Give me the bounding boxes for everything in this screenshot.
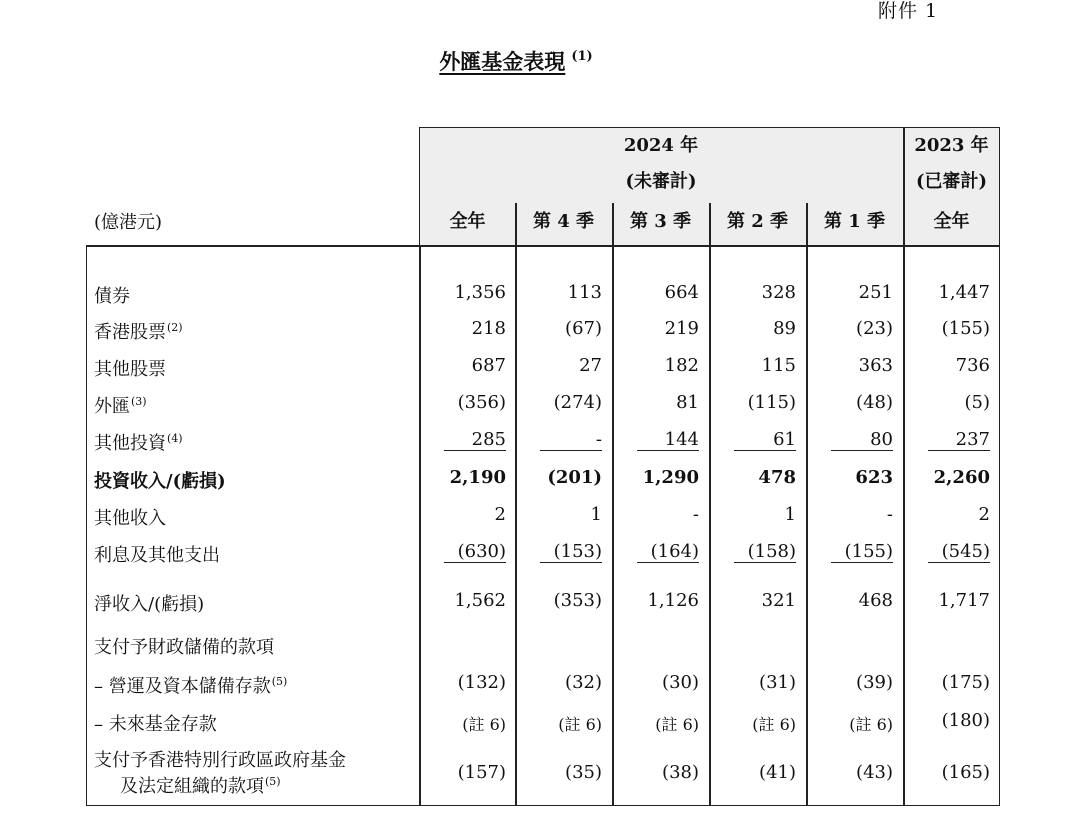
cell-value: 736	[955, 355, 990, 376]
row-label	[94, 392, 147, 418]
row-label	[94, 672, 287, 698]
cell-value: (353)	[553, 590, 602, 611]
cell-value: (175)	[941, 672, 990, 693]
cell-value: 81	[676, 392, 699, 413]
cell-value: (155)	[831, 541, 893, 563]
cell-value: 1,126	[647, 590, 699, 611]
footnote-ref: (2)	[167, 321, 183, 334]
cell-value: (157)	[457, 762, 506, 783]
table-cell	[612, 429, 699, 451]
cell-value: 468	[858, 590, 893, 611]
row-label-text: 及法定組織的款項	[120, 776, 264, 797]
table-cell	[903, 504, 990, 525]
table-cell	[419, 541, 506, 563]
column-header: 第 2 季	[726, 211, 789, 232]
cell-value: (274)	[553, 392, 602, 413]
table-cell	[806, 282, 893, 303]
table-cell	[903, 318, 990, 339]
year-2024-label: 2024 年	[623, 135, 699, 156]
cell-value: 2	[978, 504, 990, 525]
cell-value: 218	[471, 318, 506, 339]
year-2024-status: (未審計)	[625, 171, 697, 192]
table-cell	[806, 590, 893, 611]
table-cell	[419, 712, 506, 735]
table-cell	[806, 541, 893, 563]
row-label	[94, 541, 220, 567]
cell-value: (31)	[759, 672, 796, 693]
spacer	[419, 203, 903, 205]
cell-value: (155)	[941, 318, 990, 339]
cell-value: 1	[590, 504, 602, 525]
cell-value: 2	[494, 504, 506, 525]
row-label	[94, 746, 346, 772]
row-label-text: 其他收入	[94, 508, 166, 529]
table-cell	[709, 282, 796, 303]
cell-value: (165)	[941, 762, 990, 783]
cell-value: (35)	[565, 762, 602, 783]
cell-value: (201)	[547, 467, 602, 488]
row-label-text: 支付予香港特別行政區政府基金	[94, 750, 346, 771]
table-cell	[419, 504, 506, 525]
row-label-text: 債券	[94, 286, 130, 307]
table-cell	[515, 429, 602, 451]
annex-label: 附件 1	[878, 0, 939, 22]
table-cell	[903, 710, 990, 731]
table-cell	[709, 429, 796, 451]
table-cell	[903, 429, 990, 451]
cell-value: 363	[858, 355, 893, 376]
footnote-ref: (5)	[265, 775, 281, 788]
cell-value: (48)	[856, 392, 893, 413]
table-cell	[806, 504, 893, 525]
row-label-text: – 營運及資本儲備存款	[94, 676, 271, 697]
cell-value: (356)	[457, 392, 506, 413]
row-label	[120, 772, 281, 798]
cell-value: 687	[471, 355, 506, 376]
table-cell	[515, 672, 602, 693]
cell-value: 27	[579, 355, 602, 376]
table-cell	[903, 672, 990, 693]
cell-value: 219	[664, 318, 699, 339]
table-cell	[515, 590, 602, 611]
row-label-text: 外匯	[94, 396, 130, 417]
table-cell	[515, 504, 602, 525]
column-header: 全年	[933, 211, 970, 232]
cell-value: 1,562	[454, 590, 506, 611]
cell-value: (30)	[662, 672, 699, 693]
cell-value: (32)	[565, 672, 602, 693]
page-title	[0, 46, 1032, 76]
table-cell	[903, 590, 990, 611]
table-cell	[903, 467, 990, 488]
table-cell	[612, 672, 699, 693]
cell-value: (115)	[747, 392, 796, 413]
cell-value: -	[692, 504, 699, 525]
table-cell	[419, 672, 506, 693]
row-label	[94, 504, 166, 530]
cell-value: 321	[761, 590, 796, 611]
performance-table	[86, 127, 1000, 806]
table-cell	[903, 392, 990, 413]
table-cell	[515, 282, 602, 303]
cell-value: 623	[855, 467, 893, 488]
footnote-ref: (5)	[271, 675, 288, 688]
table-cell	[709, 672, 796, 693]
cell-value: (38)	[662, 762, 699, 783]
row-label-text: 利息及其他支出	[94, 545, 220, 566]
table-cell	[612, 712, 699, 735]
table-cell	[903, 282, 990, 303]
cell-value: (註 6)	[655, 715, 699, 734]
table-cell	[612, 467, 699, 488]
cell-value: 1	[784, 504, 796, 525]
cell-value: (158)	[734, 541, 796, 563]
cell-value: 2,190	[449, 467, 506, 488]
table-cell	[419, 318, 506, 339]
cell-value: 61	[734, 429, 796, 451]
table-cell	[515, 712, 602, 735]
row-label-text: – 未來基金存款	[94, 714, 217, 735]
title-text: 外匯基金表現	[439, 49, 566, 74]
cell-value: 1,717	[938, 590, 990, 611]
table-cell	[419, 429, 506, 451]
table-cell	[515, 392, 602, 413]
cell-value: (67)	[565, 318, 602, 339]
row-label	[94, 429, 183, 455]
table-cell	[419, 355, 506, 376]
cell-value: 182	[664, 355, 699, 376]
footnote-ref: (3)	[131, 395, 147, 408]
table-cell	[612, 392, 699, 413]
column-header: 第 4 季	[532, 211, 595, 232]
table-cell	[612, 282, 699, 303]
table-cell	[806, 318, 893, 339]
row-label-text: 其他股票	[94, 359, 166, 380]
table-cell	[515, 318, 602, 339]
table-cell	[419, 590, 506, 611]
table-cell	[709, 712, 796, 735]
cell-value: 89	[773, 318, 796, 339]
cell-value: 328	[761, 282, 796, 303]
header-divider	[86, 245, 1000, 247]
cell-value: (132)	[457, 672, 506, 693]
row-label-text: 投資收入/(虧損)	[94, 471, 226, 492]
cell-value: (註 6)	[558, 715, 602, 734]
table-cell	[806, 672, 893, 693]
column-header: 全年	[449, 211, 486, 232]
table-cell	[806, 355, 893, 376]
cell-value: (註 6)	[849, 715, 893, 734]
table-cell	[709, 392, 796, 413]
cell-value: 1,447	[938, 282, 990, 303]
table-cell	[515, 355, 602, 376]
table-cell	[612, 355, 699, 376]
cell-value: 113	[567, 282, 602, 303]
cell-value: 144	[637, 429, 699, 451]
row-label-text: 支付予財政儲備的款項	[94, 637, 274, 658]
cell-value: 251	[858, 282, 893, 303]
row-label	[94, 318, 183, 344]
table-cell	[709, 318, 796, 339]
table-cell	[612, 590, 699, 611]
row-label	[94, 710, 217, 736]
table-cell	[612, 762, 699, 783]
table-cell	[709, 762, 796, 783]
cell-value: (23)	[856, 318, 893, 339]
table-cell	[515, 541, 602, 563]
table-cell	[515, 762, 602, 783]
cell-value: (180)	[941, 710, 990, 731]
table-cell	[709, 467, 796, 488]
cell-value: (5)	[964, 392, 990, 413]
cell-value: (41)	[759, 762, 796, 783]
row-label	[94, 282, 130, 308]
table-cell	[806, 762, 893, 783]
table-cell	[612, 318, 699, 339]
table-cell	[419, 467, 506, 488]
table-cell	[709, 355, 796, 376]
year-2023-label: 2023 年	[914, 135, 989, 156]
table-cell	[612, 504, 699, 525]
table-cell	[806, 429, 893, 451]
table-cell	[709, 504, 796, 525]
cell-value: (43)	[856, 762, 893, 783]
cell-value: 1,356	[454, 282, 506, 303]
cell-value: 478	[758, 467, 796, 488]
table-cell	[806, 712, 893, 735]
cell-value: (164)	[637, 541, 699, 563]
column-header: 第 3 季	[629, 211, 692, 232]
table-cell	[709, 590, 796, 611]
cell-value: (153)	[540, 541, 602, 563]
column-header: 第 1 季	[823, 211, 886, 232]
table-cell	[903, 762, 990, 783]
cell-value: 2,260	[933, 467, 990, 488]
table-cell	[419, 282, 506, 303]
footnote-ref: (4)	[167, 432, 183, 445]
table-cell	[806, 467, 893, 488]
cell-value: (545)	[928, 541, 990, 563]
table-cell	[515, 467, 602, 488]
cell-value: 80	[831, 429, 893, 451]
row-label	[94, 467, 226, 493]
year-2023-status: (已審計)	[915, 171, 988, 192]
cell-value: (註 6)	[462, 715, 506, 734]
row-label	[94, 590, 204, 616]
cell-value: (630)	[444, 541, 506, 563]
table-cell	[903, 355, 990, 376]
table-cell	[806, 392, 893, 413]
cell-value: -	[540, 429, 602, 451]
table-cell	[612, 541, 699, 563]
cell-value: 285	[444, 429, 506, 451]
cell-value: (39)	[856, 672, 893, 693]
unit-label: (億港元)	[94, 212, 163, 233]
row-label-text: 香港股票	[94, 322, 166, 343]
table-cell	[903, 541, 990, 563]
row-label-text: 淨收入/(虧損)	[94, 594, 205, 615]
table-cell	[419, 762, 506, 783]
cell-value: 115	[761, 355, 796, 376]
row-label-text: 其他投資	[94, 433, 166, 454]
cell-value: 1,290	[642, 467, 699, 488]
cell-value: -	[886, 504, 893, 525]
row-label	[94, 633, 274, 659]
cell-value: 664	[664, 282, 699, 303]
title-note: (1)	[571, 49, 593, 64]
cell-value: (註 6)	[752, 715, 796, 734]
table-cell	[419, 392, 506, 413]
row-label	[94, 355, 166, 381]
table-cell	[709, 541, 796, 563]
cell-value: 237	[928, 429, 990, 451]
